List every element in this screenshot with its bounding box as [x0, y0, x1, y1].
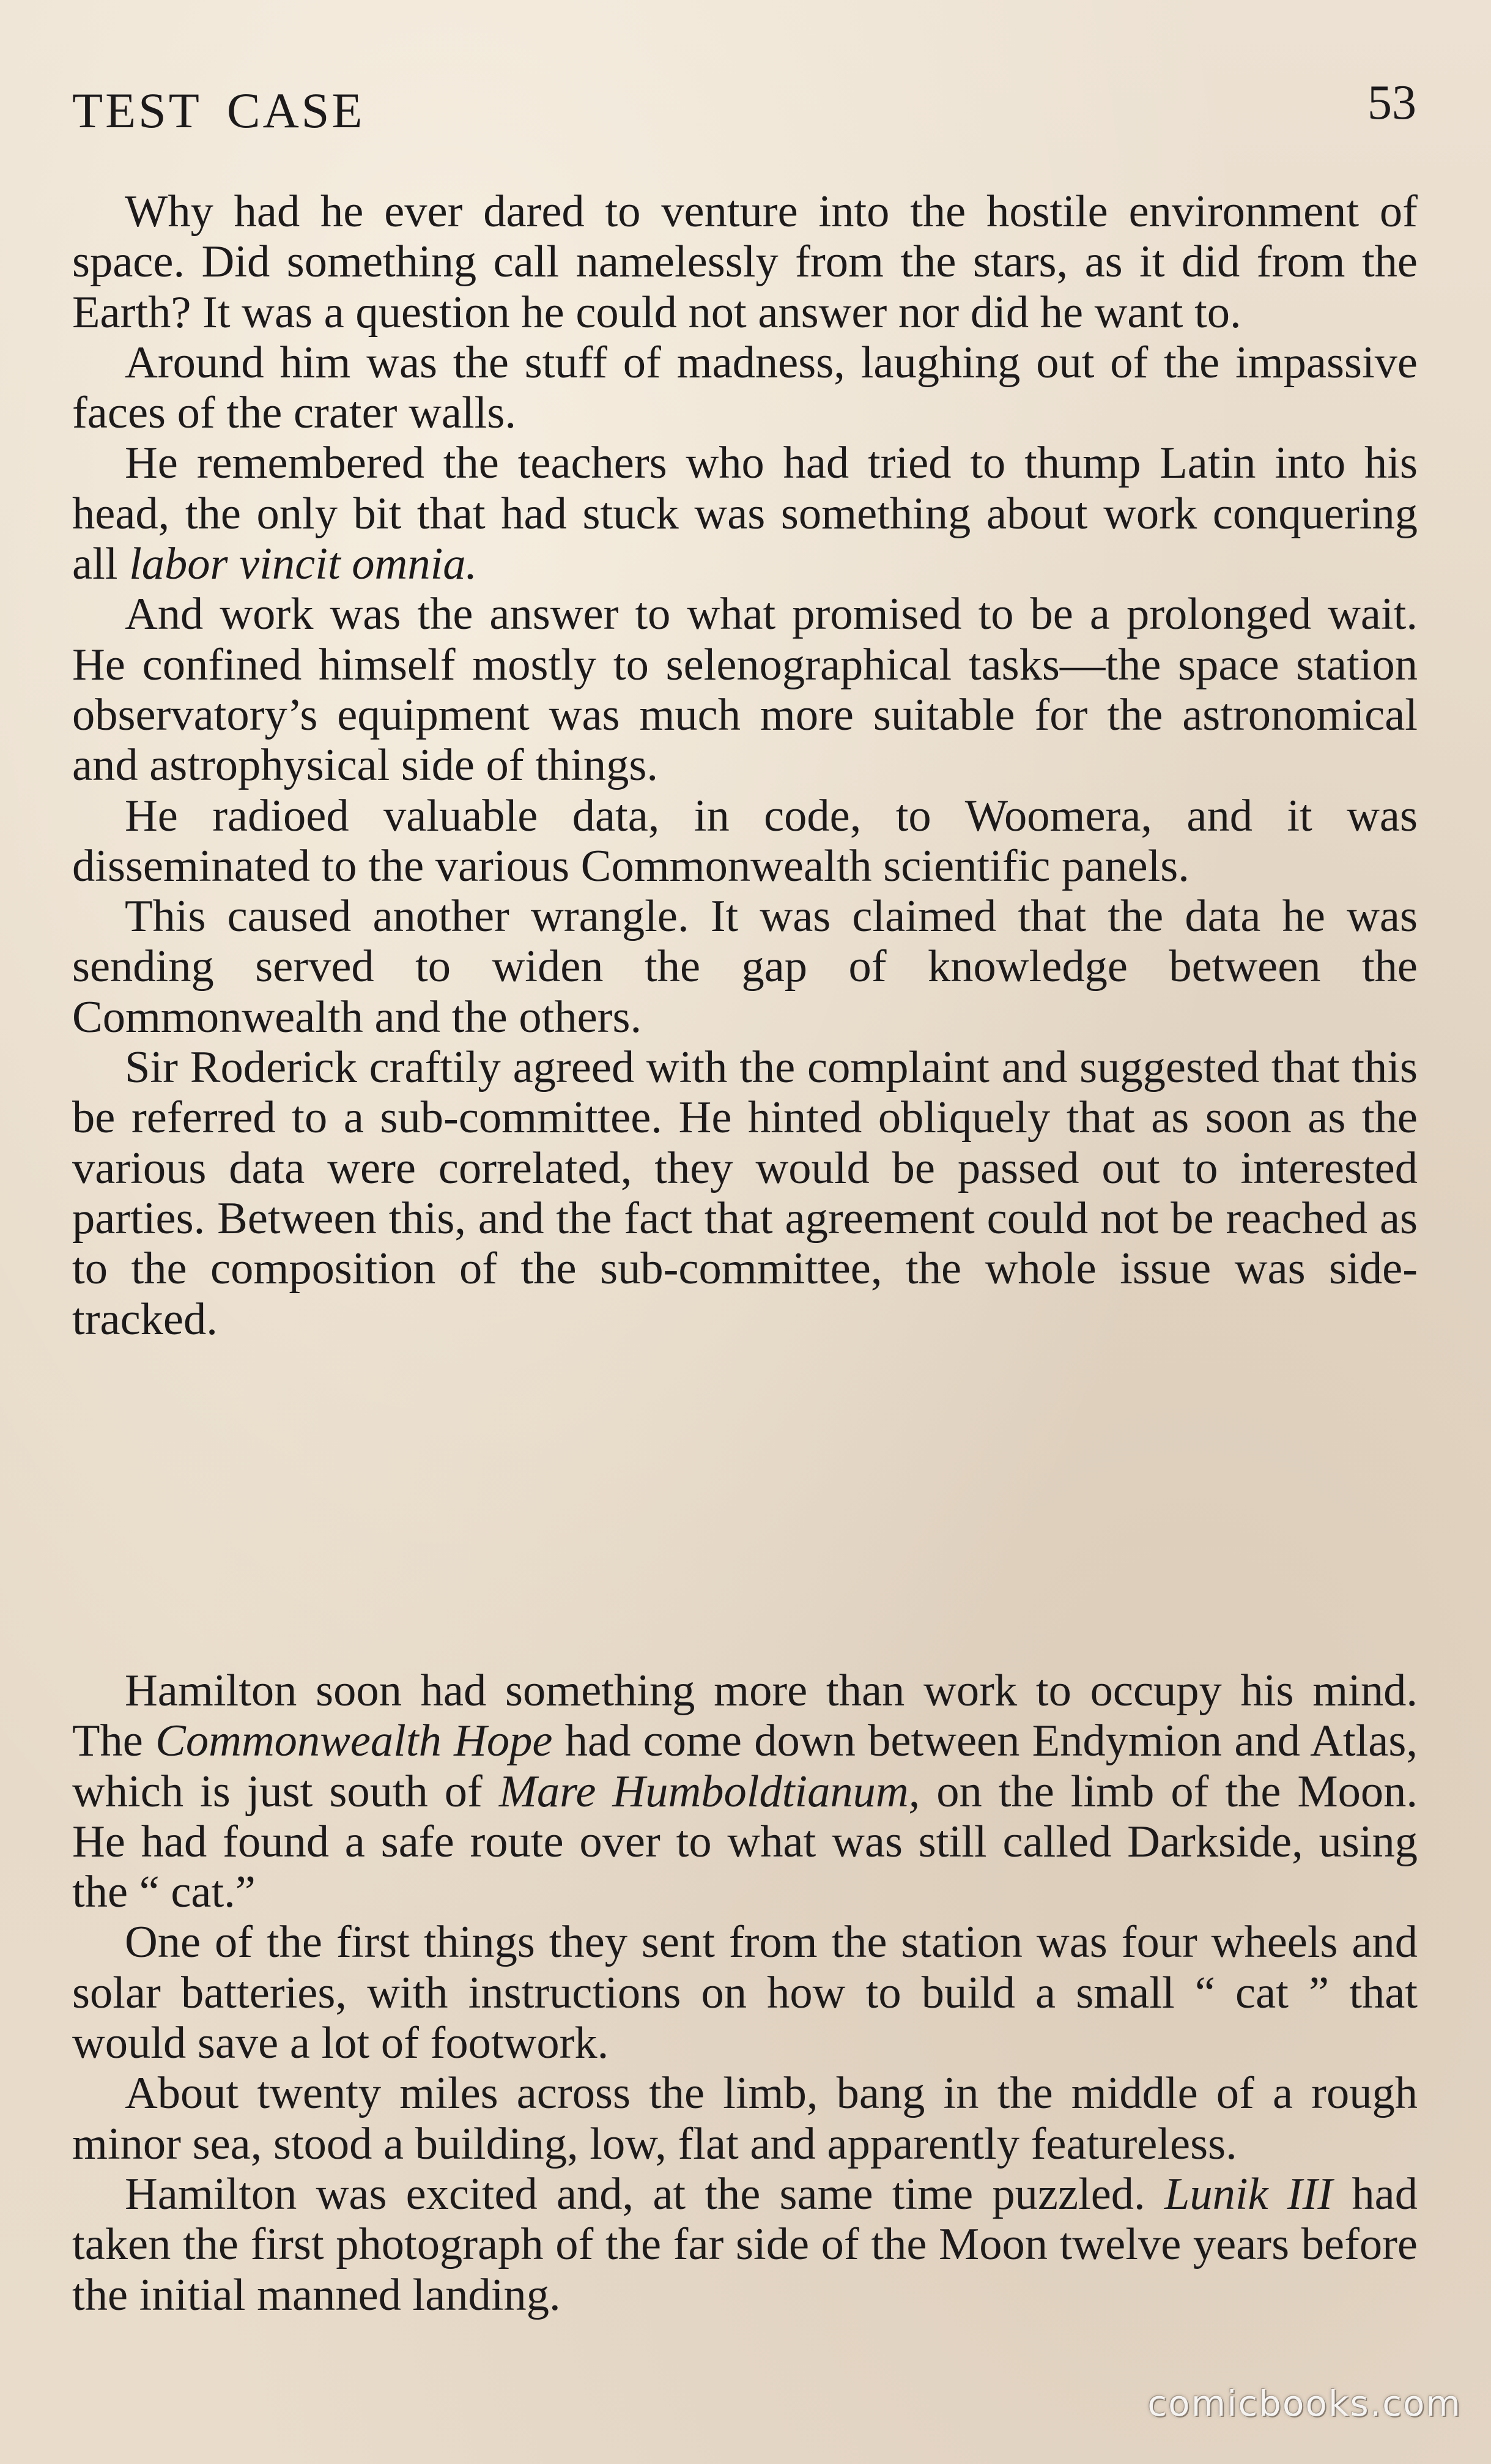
paragraph: Sir Roderick craftily agreed with the complaint and suggested that this be referred to a sub-committee. He hinted obliquely that as soon as the various data were correlated, they would be passed out to interested parties. Between this, and the fact that agreement could not be reached as to the composition of the sub-committee, the whole issue was sidetracked. [72, 1042, 1418, 1345]
watermark: comicbooks.com [1147, 2383, 1462, 2424]
paragraph [72, 1666, 1418, 1917]
latin-phrase: labor vincit omnia. [129, 539, 478, 590]
paragraph: This caused another wrangle. It was claimed that the data he was sending served to widen the gap of knowledge between the Commonwealth and the others. [72, 891, 1418, 1042]
running-title: TEST CASE [72, 83, 365, 138]
probe-name: Lunik III [1164, 2169, 1333, 2219]
paragraph-text: He remembered the teachers who had tried to thump Latin into his head, the only bit that had stuck was something about work conquering all [72, 438, 1418, 590]
paragraph: Around him was the stuff of madness, laughing out of the impassive faces of the crater walls. [72, 337, 1418, 439]
ship-name: Commonwealth Hope [155, 1716, 553, 1767]
paragraph [72, 2169, 1418, 2320]
paragraph-text: had taken the first photograph of the far side of the Moon twelve years before the initial manned landing. [72, 2169, 1418, 2320]
paragraph-text: Hamilton soon had something more than work to occupy his mind. The [72, 1666, 1418, 1767]
paragraph: One of the first things they sent from the station was four wheels and solar batteries, with instructions on how to build a small “ cat ” that would save a lot of footwork. [72, 1917, 1418, 2069]
paragraph-text: had come down between Endymion and Atlas, which is just south of [72, 1716, 1418, 1817]
text-section-2 [72, 1666, 1418, 2320]
page-number: 53 [1367, 76, 1416, 130]
paragraph [72, 438, 1418, 589]
lunar-sea-name: Mare Humboldtianum, [498, 1766, 920, 1817]
text-section-1 [72, 187, 1418, 1345]
paragraph: About twenty miles across the limb, bang in the middle of a rough minor sea, stood a building, low, flat and apparently featureless. [72, 2068, 1418, 2169]
paragraph: He radioed valuable data, in code, to Woomera, and it was disseminated to the various Commonwealth scientific panels. [72, 790, 1418, 891]
paragraph-text: on the limb of the Moon. He had found a safe route over to what was still called Darkside, using the “ cat.” [72, 1766, 1418, 1918]
paragraph: And work was the answer to what promised to be a prolonged wait. He confined himself mostly to selenographical tasks—the space station observatory’s equipment was much more suitable for the astronomical and astrophysical side of things. [72, 589, 1418, 791]
paragraph: Why had he ever dared to venture into the hostile environment of space. Did something call namelessly from the stars, as it did from the Earth? It was a question he could not answer nor did he want to. [72, 187, 1418, 338]
paragraph-text: Hamilton was excited and, at the same time puzzled. [125, 2169, 1164, 2219]
